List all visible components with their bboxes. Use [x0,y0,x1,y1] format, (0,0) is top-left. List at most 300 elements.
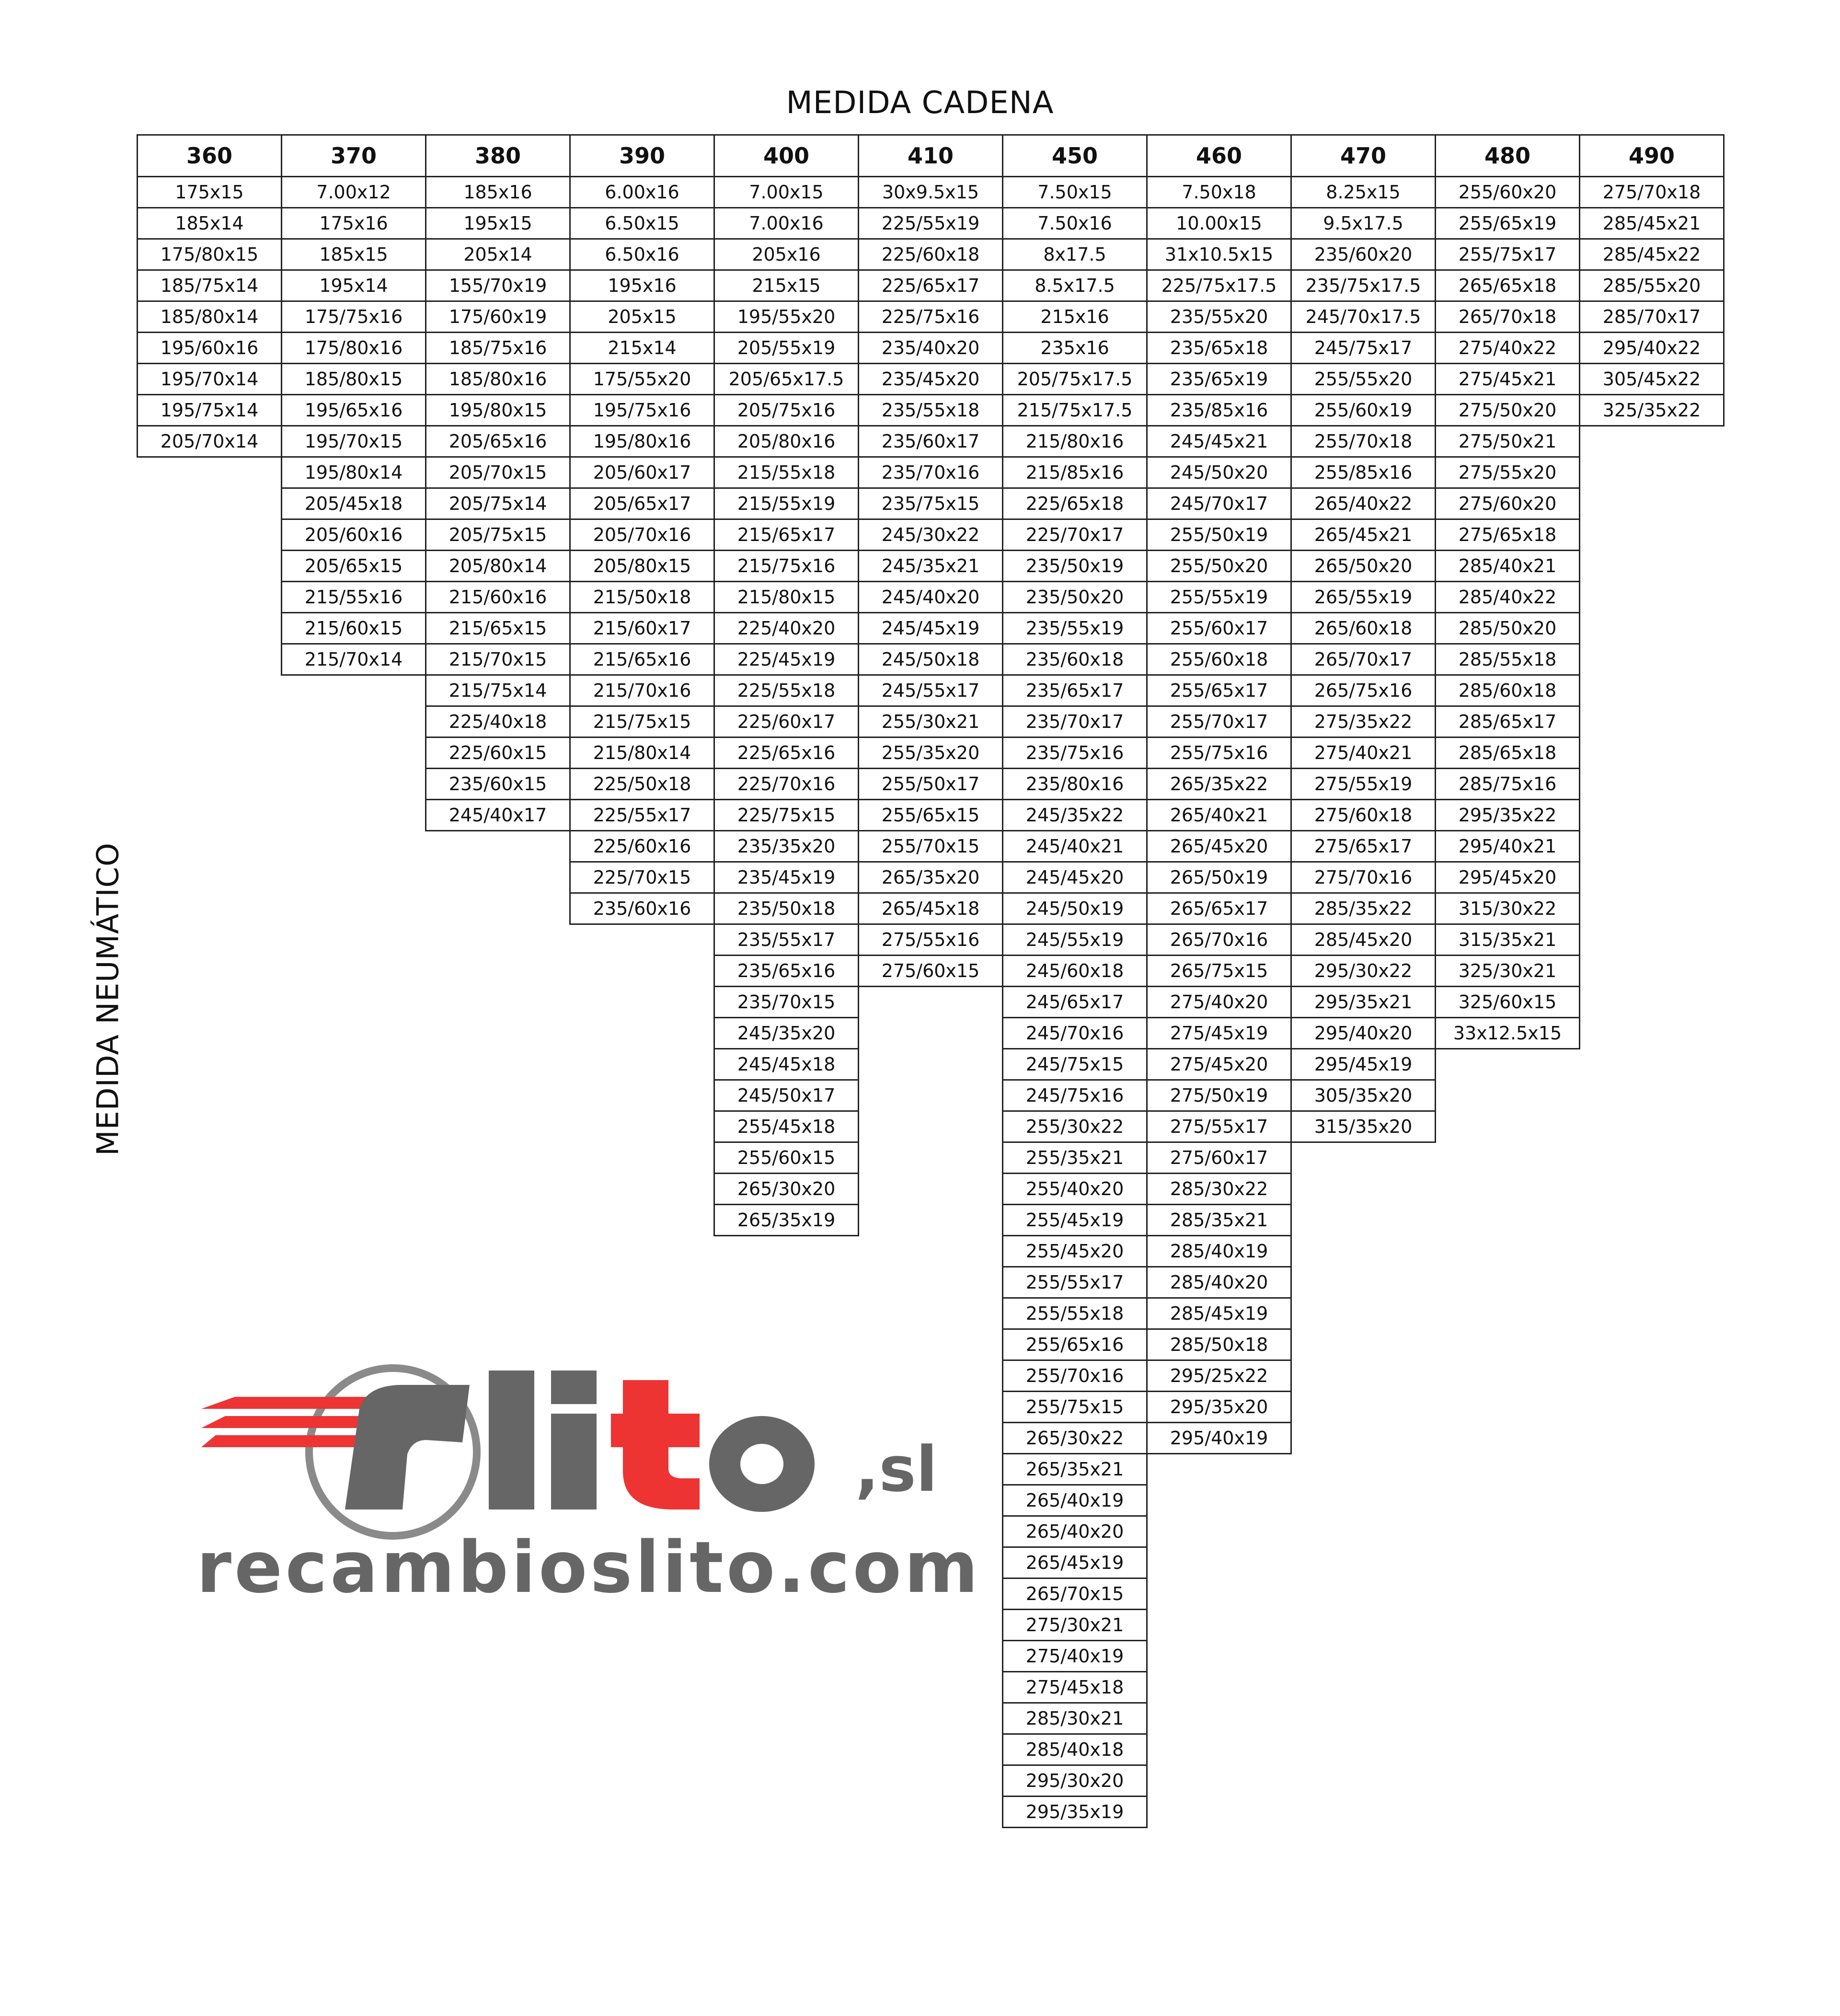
tire-size-cell: 235/50x18 [713,892,859,925]
tire-size-cell: 275/45x20 [1146,1048,1292,1081]
tire-size-cell: 325/35x22 [1579,394,1725,426]
tire-size-cell: 185/75x14 [137,269,282,302]
tire-size-cell: 175/60x19 [425,300,571,333]
tire-size-cell: 275/50x20 [1435,394,1580,426]
tire-size-cell: 275/40x19 [1002,1640,1148,1672]
tire-size-cell: 225/65x18 [1002,487,1148,520]
tire-size-cell: 275/35x22 [1290,705,1436,738]
tire-size-cell: 225/55x19 [858,207,1003,240]
tire-size-cell: 255/55x19 [1146,581,1292,613]
column-header: 490 [1579,134,1725,177]
tire-size-cell: 255/75x15 [1002,1391,1148,1423]
tire-size-cell: 235/70x15 [713,986,859,1018]
tire-size-cell: 245/75x16 [1002,1079,1148,1112]
tire-size-cell: 295/30x22 [1290,955,1436,987]
tire-size-cell: 285/55x20 [1579,269,1725,302]
logo-stripe [201,1397,383,1409]
tire-size-cell: 265/35x19 [713,1204,859,1236]
tire-size-cell: 185x16 [425,176,571,208]
tire-size-cell: 305/45x22 [1579,363,1725,395]
tire-size-cell: 285/40x19 [1146,1235,1292,1267]
tire-size-cell: 245/40x21 [1002,830,1148,863]
tire-size-cell: 255/30x22 [1002,1110,1148,1143]
tire-size-cell: 225/60x16 [569,830,715,863]
tire-size-cell: 235/35x20 [713,830,859,863]
column-header: 410 [858,134,1003,177]
tire-size-cell: 295/40x19 [1146,1422,1292,1454]
tire-size-cell: 265/75x16 [1290,674,1436,707]
tire-size-cell: 215/55x19 [713,487,859,520]
tire-size-cell: 285/45x19 [1146,1297,1292,1330]
tire-size-cell: 255/65x19 [1435,207,1580,240]
tire-size-cell: 245/40x17 [425,799,571,831]
tire-size-cell: 245/35x22 [1002,799,1148,831]
tire-size-cell: 245/35x21 [858,550,1003,582]
tire-size-cell: 215x14 [569,332,715,364]
tire-size-cell: 215/60x16 [425,581,571,613]
tire-size-cell: 225/55x17 [569,799,715,831]
tire-size-cell: 285/60x18 [1435,674,1580,707]
tire-size-cell: 215/80x14 [569,737,715,769]
tire-size-cell: 235/70x17 [1002,705,1148,738]
tire-size-cell: 205/65x17.5 [713,363,859,395]
tire-size-cell: 225/40x20 [713,612,859,645]
tire-size-cell: 185/80x16 [425,363,571,395]
tire-size-cell: 285/35x21 [1146,1204,1292,1236]
tire-size-cell: 245/50x18 [858,643,1003,676]
tire-size-cell: 275/60x17 [1146,1141,1292,1174]
tire-size-cell: 215/70x15 [425,643,571,676]
column-header: 360 [137,134,282,177]
tire-size-cell: 265/70x18 [1435,300,1580,333]
tire-size-cell: 285/40x21 [1435,550,1580,582]
tire-size-cell: 215/75x17.5 [1002,394,1148,426]
tire-size-cell: 265/45x20 [1146,830,1292,863]
tire-size-cell: 265/40x22 [1290,487,1436,520]
tire-size-cell: 245/45x18 [713,1048,859,1081]
tire-size-cell: 215x15 [713,269,859,302]
tire-size-cell: 295/35x22 [1435,799,1580,831]
chart-title-top: MEDIDA CADENA [786,85,1054,121]
tire-size-cell: 205x14 [425,238,571,271]
tire-size-cell: 325/60x15 [1435,986,1580,1018]
tire-size-cell: 185/80x15 [281,363,426,395]
tire-size-cell: 255/55x18 [1002,1297,1148,1330]
tire-size-cell: 255/60x17 [1146,612,1292,645]
tire-size-cell: 295/40x20 [1290,1017,1436,1049]
tire-size-cell: 285/70x17 [1579,300,1725,333]
tire-size-cell: 255/50x20 [1146,550,1292,582]
tire-size-cell: 195x16 [569,269,715,302]
tire-size-cell: 275/60x20 [1435,487,1580,520]
tire-size-cell: 245/55x17 [858,674,1003,707]
tire-size-cell: 205/75x16 [713,394,859,426]
column-410 [858,134,1003,987]
tire-size-cell: 215/55x18 [713,456,859,489]
tire-size-cell: 255/55x17 [1002,1266,1148,1299]
tire-size-cell: 275/55x17 [1146,1110,1292,1143]
tire-size-cell: 235/60x18 [1002,643,1148,676]
tire-size-cell: 205/80x15 [569,550,715,582]
tire-size-cell: 205x16 [713,238,859,271]
tire-size-cell: 225/75x17.5 [1146,269,1292,302]
tire-size-cell: 215/75x16 [713,550,859,582]
tire-size-cell: 245/70x17 [1146,487,1292,520]
tire-size-cell: 235/80x16 [1002,768,1148,800]
tire-size-cell: 265/75x15 [1146,955,1292,987]
tire-size-cell: 225/70x16 [713,768,859,800]
tire-size-cell: 275/70x18 [1579,176,1725,208]
tire-size-cell: 275/65x18 [1435,518,1580,551]
tire-size-cell: 255/35x20 [858,737,1003,769]
tire-size-cell: 235/75x17.5 [1290,269,1436,302]
tire-size-cell: 7.50x15 [1002,176,1148,208]
tire-size-cell: 265/35x21 [1002,1453,1148,1486]
tire-size-cell: 295/25x22 [1146,1359,1292,1392]
tire-size-cell: 235/45x20 [858,363,1003,395]
tire-size-cell: 215/80x16 [1002,425,1148,458]
tire-size-cell: 185/80x14 [137,300,282,333]
tire-size-cell: 255/45x19 [1002,1204,1148,1236]
tire-size-cell: 245/75x17 [1290,332,1436,364]
tire-size-cell: 195/75x16 [569,394,715,426]
tire-size-cell: 255/70x15 [858,830,1003,863]
column-header: 400 [713,134,859,177]
column-450 [1002,134,1148,1828]
tire-size-cell: 265/50x19 [1146,861,1292,894]
tire-size-cell: 265/70x16 [1146,923,1292,956]
tire-size-cell: 205/65x17 [569,487,715,520]
tire-size-cell: 195/65x16 [281,394,426,426]
tire-size-cell: 265/70x15 [1002,1578,1148,1610]
tire-size-cell: 255/50x17 [858,768,1003,800]
tire-size-cell: 285/45x20 [1290,923,1436,956]
tire-size-cell: 255/75x17 [1435,238,1580,271]
tire-size-cell: 255/70x17 [1146,705,1292,738]
tire-size-cell: 195/70x15 [281,425,426,458]
tire-size-cell: 255/70x16 [1002,1359,1148,1392]
tire-size-cell: 245/45x20 [1002,861,1148,894]
tire-size-cell: 10.00x15 [1146,207,1292,240]
tire-size-cell: 225/75x16 [858,300,1003,333]
tire-size-cell: 195/80x16 [569,425,715,458]
tire-size-cell: 275/45x21 [1435,363,1580,395]
tire-size-cell: 215/80x15 [713,581,859,613]
tire-size-cell: 235/55x19 [1002,612,1148,645]
column-header: 390 [569,134,715,177]
tire-size-cell: 215/70x14 [281,643,426,676]
column-470 [1290,134,1436,1143]
tire-size-cell: 255/85x16 [1290,456,1436,489]
tire-size-cell: 285/50x20 [1435,612,1580,645]
tire-size-cell: 235/65x19 [1146,363,1292,395]
tire-size-cell: 205/65x16 [425,425,571,458]
tire-size-cell: 205/75x15 [425,518,571,551]
column-490 [1579,134,1725,426]
column-header: 370 [281,134,426,177]
tire-size-cell: 275/70x16 [1290,861,1436,894]
tire-size-cell: 275/60x15 [858,955,1003,987]
tire-size-cell: 285/75x16 [1435,768,1580,800]
tire-size-cell: 225/70x15 [569,861,715,894]
tire-size-cell: 205x15 [569,300,715,333]
tire-size-cell: 235/50x20 [1002,581,1148,613]
tire-size-cell: 325/30x21 [1435,955,1580,987]
tire-size-cell: 275/55x16 [858,923,1003,956]
logo-suffix: ,sl [855,1433,938,1506]
tire-size-cell: 285/65x17 [1435,705,1580,738]
tire-size-cell: 255/75x16 [1146,737,1292,769]
tire-size-cell: 295/35x19 [1002,1796,1148,1828]
tire-size-cell: 255/65x16 [1002,1328,1148,1361]
tire-size-cell: 265/50x20 [1290,550,1436,582]
tire-size-cell: 265/30x20 [713,1173,859,1205]
tire-size-cell: 315/30x22 [1435,892,1580,925]
tire-size-cell: 175/75x16 [281,300,426,333]
tire-size-cell: 155/70x19 [425,269,571,302]
tire-size-cell: 295/35x21 [1290,986,1436,1018]
tire-size-cell: 225/60x17 [713,705,859,738]
tire-size-cell: 305/35x20 [1290,1079,1436,1112]
tire-size-cell: 255/40x20 [1002,1173,1148,1205]
tire-size-cell: 195/75x14 [137,394,282,426]
tire-size-cell: 235/65x17 [1002,674,1148,707]
tire-size-cell: 195/80x15 [425,394,571,426]
tire-size-cell: 175x16 [281,207,426,240]
tire-size-cell: 235/60x20 [1290,238,1436,271]
tire-size-cell: 215/55x16 [281,581,426,613]
tire-size-cell: 245/45x21 [1146,425,1292,458]
tire-size-cell: 205/55x19 [713,332,859,364]
tire-size-cell: 295/45x19 [1290,1048,1436,1081]
tire-size-cell: 185/75x16 [425,332,571,364]
chart-title-side: MEDIDA NEUMÁTICO [90,842,126,1156]
tire-size-cell: 265/55x19 [1290,581,1436,613]
logo-website: recambioslito.com [196,1526,981,1609]
tire-size-cell: 31x10.5x15 [1146,238,1292,271]
tire-size-cell: 215/85x16 [1002,456,1148,489]
tire-size-cell: 265/40x21 [1146,799,1292,831]
tire-size-cell: 275/50x21 [1435,425,1580,458]
tire-size-cell: 225/70x17 [1002,518,1148,551]
tire-size-cell: 285/55x18 [1435,643,1580,676]
tire-size-cell: 195/60x16 [137,332,282,364]
tire-size-cell: 275/55x20 [1435,456,1580,489]
tire-size-cell: 265/45x21 [1290,518,1436,551]
tire-size-cell: 245/35x20 [713,1017,859,1049]
tire-size-cell: 7.00x12 [281,176,426,208]
tire-size-cell: 215x16 [1002,300,1148,333]
tire-size-cell: 285/40x18 [1002,1733,1148,1766]
tire-size-cell: 245/45x19 [858,612,1003,645]
tire-size-cell: 7.00x15 [713,176,859,208]
tire-size-cell: 195x15 [425,207,571,240]
tire-size-cell: 285/35x22 [1290,892,1436,925]
tire-size-cell: 205/65x15 [281,550,426,582]
tire-size-cell: 285/45x21 [1579,207,1725,240]
tire-size-cell: 235/55x20 [1146,300,1292,333]
tire-size-cell: 245/55x19 [1002,923,1148,956]
tire-size-cell: 235/75x16 [1002,737,1148,769]
tire-size-cell: 225/45x19 [713,643,859,676]
tire-size-cell: 285/30x21 [1002,1702,1148,1735]
tire-size-cell: 235/65x16 [713,955,859,987]
tire-size-cell: 225/50x18 [569,768,715,800]
tire-size-cell: 225/60x15 [425,737,571,769]
tire-size-cell: 175/80x15 [137,238,282,271]
tire-size-cell: 245/70x16 [1002,1017,1148,1049]
tire-size-cell: 7.00x16 [713,207,859,240]
tire-size-cell: 295/40x22 [1579,332,1725,364]
tire-size-cell: 8.25x15 [1290,176,1436,208]
tire-size-cell: 9.5x17.5 [1290,207,1436,240]
tire-size-cell: 225/40x18 [425,705,571,738]
tire-size-cell: 33x12.5x15 [1435,1017,1580,1049]
tire-size-cell: 245/30x22 [858,518,1003,551]
tire-size-cell: 235/85x16 [1146,394,1292,426]
tire-size-cell: 215/75x14 [425,674,571,707]
tire-size-cell: 245/70x17.5 [1290,300,1436,333]
tire-size-cell: 235/60x15 [425,768,571,800]
tire-size-cell: 255/45x20 [1002,1235,1148,1267]
tire-size-cell: 285/40x20 [1146,1266,1292,1299]
tire-size-cell: 215/65x16 [569,643,715,676]
column-480 [1435,134,1580,1049]
tire-size-cell: 265/30x22 [1002,1422,1148,1454]
column-header: 470 [1290,134,1436,177]
tire-size-cell: 275/45x18 [1002,1671,1148,1704]
tire-size-cell: 235/55x18 [858,394,1003,426]
tire-size-cell: 6.50x15 [569,207,715,240]
tire-size-cell: 235/60x17 [858,425,1003,458]
tire-size-cell: 255/50x19 [1146,518,1292,551]
tire-size-cell: 315/35x21 [1435,923,1580,956]
tire-size-cell: 315/35x20 [1290,1110,1436,1143]
tire-size-cell: 235/55x17 [713,923,859,956]
tire-size-cell: 235/70x16 [858,456,1003,489]
tire-size-cell: 6.00x16 [569,176,715,208]
tire-size-cell: 255/65x15 [858,799,1003,831]
tire-size-cell: 205/75x17.5 [1002,363,1148,395]
tire-size-cell: 255/60x18 [1146,643,1292,676]
tire-size-cell: 205/70x15 [425,456,571,489]
tire-size-cell: 185x14 [137,207,282,240]
tire-size-cell: 225/65x17 [858,269,1003,302]
tire-size-cell: 255/60x20 [1435,176,1580,208]
tire-size-cell: 285/65x18 [1435,737,1580,769]
tire-size-cell: 285/50x18 [1146,1328,1292,1361]
tire-size-cell: 225/55x18 [713,674,859,707]
tire-size-cell: 225/60x18 [858,238,1003,271]
tire-size-cell: 205/60x16 [281,518,426,551]
tire-size-cell: 255/30x21 [858,705,1003,738]
tire-size-cell: 255/45x18 [713,1110,859,1143]
tire-size-cell: 245/50x17 [713,1079,859,1112]
tire-size-cell: 265/35x22 [1146,768,1292,800]
tire-size-cell: 265/35x20 [858,861,1003,894]
tire-size-cell: 275/40x22 [1435,332,1580,364]
tire-size-cell: 235/40x20 [858,332,1003,364]
tire-size-cell: 225/75x15 [713,799,859,831]
tire-size-cell: 225/65x16 [713,737,859,769]
tire-size-cell: 285/30x22 [1146,1173,1292,1205]
tire-size-cell: 265/40x19 [1002,1484,1148,1517]
tire-size-cell: 275/40x21 [1290,737,1436,769]
column-header: 480 [1435,134,1580,177]
tire-size-cell: 175/55x20 [569,363,715,395]
tire-size-cell: 245/40x20 [858,581,1003,613]
column-header: 380 [425,134,571,177]
tire-size-cell: 6.50x16 [569,238,715,271]
column-390 [569,134,715,925]
tire-size-cell: 205/80x14 [425,550,571,582]
tire-size-cell: 245/75x15 [1002,1048,1148,1081]
tire-size-cell: 265/60x18 [1290,612,1436,645]
tire-size-cell: 265/45x19 [1002,1546,1148,1579]
tire-size-cell: 215/50x18 [569,581,715,613]
tire-size-cell: 255/70x18 [1290,425,1436,458]
logo-i-letter [551,1414,597,1509]
tire-size-cell: 215/75x15 [569,705,715,738]
tire-size-cell: 265/65x17 [1146,892,1292,925]
tire-size-cell: 195/80x14 [281,456,426,489]
column-360 [137,134,282,458]
tire-size-cell: 205/60x17 [569,456,715,489]
column-header: 460 [1146,134,1292,177]
tire-size-cell: 175/80x16 [281,332,426,364]
tire-size-cell: 215/60x15 [281,612,426,645]
tire-size-cell: 235/75x15 [858,487,1003,520]
tire-size-cell: 205/45x18 [281,487,426,520]
tire-size-cell: 275/45x19 [1146,1017,1292,1049]
tire-size-cell: 285/45x22 [1579,238,1725,271]
tire-size-cell: 175x15 [137,176,282,208]
tire-size-cell: 295/45x20 [1435,861,1580,894]
tire-size-cell: 8x17.5 [1002,238,1148,271]
tire-size-cell: 265/70x17 [1290,643,1436,676]
tire-size-cell: 215/60x17 [569,612,715,645]
tire-size-cell: 295/30x20 [1002,1764,1148,1797]
tire-size-cell: 295/40x21 [1435,830,1580,863]
column-400 [713,134,859,1236]
tire-size-cell: 285/40x22 [1435,581,1580,613]
tire-size-cell: 205/70x14 [137,425,282,458]
tire-size-cell: 265/65x18 [1435,269,1580,302]
column-header: 450 [1002,134,1148,177]
tire-size-cell: 275/65x17 [1290,830,1436,863]
tire-size-cell: 245/50x19 [1002,892,1148,925]
tire-size-cell: 235x16 [1002,332,1148,364]
tire-size-cell: 235/45x19 [713,861,859,894]
logo-stripe [201,1416,374,1428]
tire-size-cell: 245/60x18 [1002,955,1148,987]
tire-size-cell: 275/40x20 [1146,986,1292,1018]
logo-t-letter [611,1380,700,1509]
tire-size-cell: 185x15 [281,238,426,271]
tire-size-cell: 265/45x18 [858,892,1003,925]
tire-size-cell: 195x14 [281,269,426,302]
tire-size-cell: 205/70x16 [569,518,715,551]
logo-l-letter [489,1371,534,1509]
tire-size-cell: 255/60x15 [713,1141,859,1174]
tire-size-cell: 205/80x16 [713,425,859,458]
tire-size-cell: 235/50x19 [1002,550,1148,582]
tire-size-cell: 235/60x16 [569,892,715,925]
tire-size-cell: 265/40x20 [1002,1515,1148,1548]
tire-size-cell: 255/65x17 [1146,674,1292,707]
tire-size-cell: 255/60x19 [1290,394,1436,426]
tire-size-cell: 195/55x20 [713,300,859,333]
